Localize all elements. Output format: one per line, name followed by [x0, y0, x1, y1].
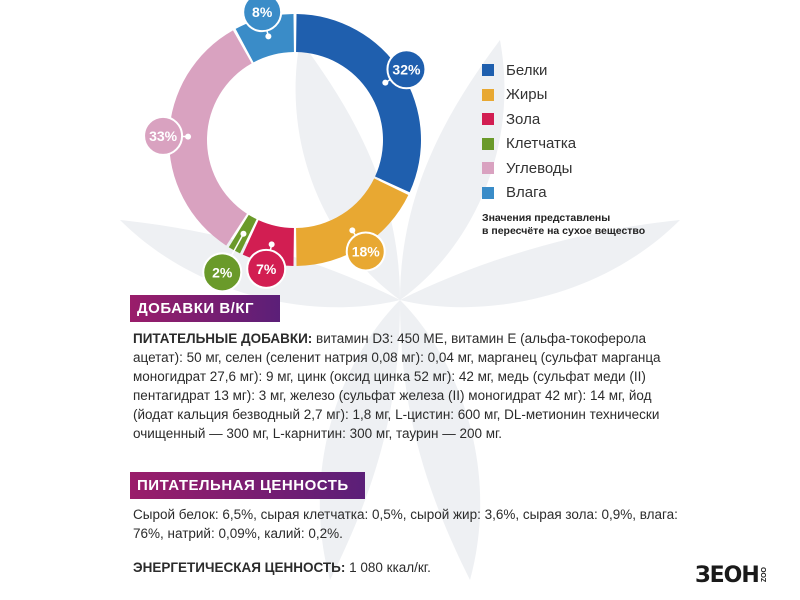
legend-swatch — [482, 113, 494, 125]
legend-item-carbs — [482, 156, 576, 181]
additives-text: витамин D3: 450 МЕ, витамин Е (альфа-токоферола ацетат): 50 мг, селен (селенит натрия 0,08 мг): 0,04 мг, марганец (сульфат марганца моногидрат 27,6 мг): 9 мг, цинк (оксид цинка 52 мг): 42 мг, медь (сульфат меди (II) пентагидрат 13 мг): 3 мг, железо (сульфат железа (II) моногидрат 42 мг): 14 мг, йод (йодат кальция безводный 2,7 мг): 1,8 мг, L-цистин: 600 мг, DL-метионин технически очищенный — 300 мг, L-карнитин: 300 мг, таурин — 200 мг. — [133, 331, 661, 441]
legend-note-line: в пересчёте на сухое вещество — [482, 225, 646, 237]
legend-swatch — [482, 89, 494, 101]
label-anchor-dot — [269, 241, 275, 247]
legend-item-fiber — [482, 132, 576, 157]
donut-chart — [149, 4, 450, 300]
additives-lead: ПИТАТЕЛЬНЫЕ ДОБАВКИ: — [133, 331, 313, 346]
additives-paragraph — [133, 329, 678, 443]
legend-label: Жиры — [506, 86, 548, 104]
legend-swatch — [482, 187, 494, 199]
brand-logo — [695, 560, 787, 590]
label-anchor-dot — [265, 33, 271, 39]
value-label: 2% — [212, 264, 233, 281]
energy-lead: ЭНЕРГЕТИЧЕСКАЯ ЦЕННОСТЬ: — [133, 560, 346, 575]
additives-heading: ДОБАВКИ В/КГ — [130, 295, 280, 322]
value-label: 18% — [351, 243, 380, 260]
brand-name: ЗЕОН — [695, 562, 759, 588]
legend-swatch — [482, 162, 494, 174]
label-anchor-dot — [349, 227, 355, 233]
legend-note — [482, 212, 682, 238]
legend-label: Клетчатка — [506, 135, 577, 153]
legend-note-line: Значения представлены — [482, 212, 611, 224]
value-label: 32% — [392, 61, 421, 78]
legend-item-fat — [482, 83, 576, 108]
legend-swatch — [482, 64, 494, 76]
legend-item-moisture — [482, 181, 576, 206]
nutrition-heading: ПИТАТЕЛЬНАЯ ЦЕННОСТЬ — [130, 472, 365, 499]
legend-item-ash — [482, 107, 576, 132]
legend-label: Углеводы — [506, 159, 573, 177]
nutrition-paragraph: Сырой белок: 6,5%, сырая клетчатка: 0,5%, сырой жир: 3,6%, сырая зола: 0,9%, влага: 76%, натрий: 0,09%, калий: 0,2%. — [133, 507, 678, 541]
energy-paragraph — [133, 558, 678, 577]
legend-label: Белки — [506, 61, 548, 79]
legend-label: Зола — [506, 110, 541, 128]
legend-swatch — [482, 138, 494, 150]
energy-value: 1 080 ккал/кг. — [345, 560, 431, 575]
label-anchor-dot — [382, 80, 388, 86]
value-label: 7% — [256, 260, 277, 277]
legend-label: Влага — [506, 184, 547, 202]
value-label: 33% — [149, 127, 178, 144]
legend-item-protein — [482, 58, 576, 83]
chart-legend — [482, 58, 576, 205]
value-label: 8% — [252, 4, 273, 21]
label-anchor-dot — [185, 134, 191, 140]
label-anchor-dot — [240, 231, 246, 237]
brand-suffix: ZOO — [760, 567, 768, 583]
donut-slice-1 — [296, 14, 421, 192]
